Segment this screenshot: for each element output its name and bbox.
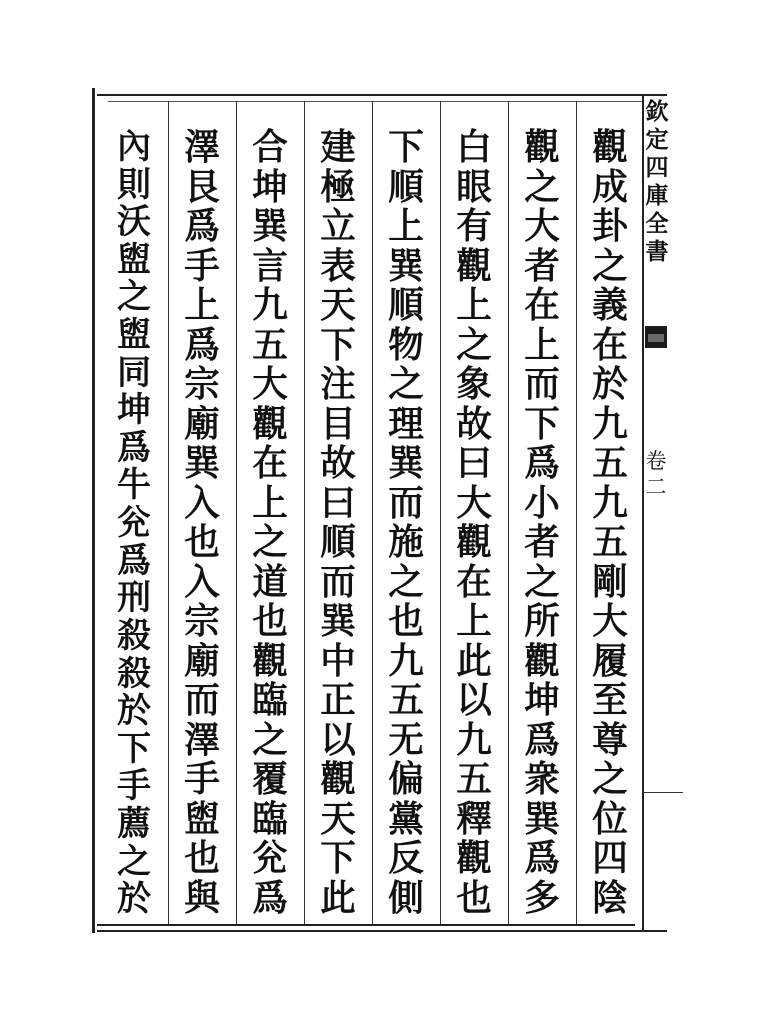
character: 表 bbox=[320, 245, 356, 287]
character: 手 bbox=[117, 765, 151, 806]
character: 薦 bbox=[117, 802, 151, 843]
character: 在 bbox=[524, 285, 560, 326]
character: 黨 bbox=[388, 798, 424, 840]
character: 澤 bbox=[184, 127, 220, 168]
character: 曰 bbox=[320, 482, 356, 524]
character: 欽 bbox=[645, 98, 669, 125]
character: 定 bbox=[645, 126, 669, 153]
character: 物 bbox=[388, 324, 424, 366]
margin-title bbox=[645, 98, 669, 266]
character: 之 bbox=[388, 364, 424, 405]
character: 九 bbox=[456, 719, 492, 761]
character: 之 bbox=[117, 840, 151, 881]
character: 尊 bbox=[592, 719, 628, 761]
column-divider bbox=[304, 101, 305, 924]
character: 之 bbox=[252, 719, 288, 761]
character: 四 bbox=[592, 838, 628, 879]
character: 反 bbox=[388, 838, 424, 879]
character: 上 bbox=[456, 601, 492, 642]
character: 九 bbox=[592, 403, 628, 445]
character: 也 bbox=[184, 522, 220, 563]
character: 上 bbox=[456, 285, 492, 326]
character: 陰 bbox=[592, 877, 628, 919]
character: 兊 bbox=[252, 838, 288, 879]
character: 同 bbox=[117, 351, 151, 392]
character: 順 bbox=[320, 522, 356, 563]
character: 注 bbox=[320, 364, 356, 405]
text-column-8 bbox=[104, 128, 164, 918]
character: 觀 bbox=[252, 403, 288, 445]
character: 沃 bbox=[117, 201, 151, 242]
character: 宗 bbox=[184, 601, 220, 642]
character: 爲 bbox=[117, 539, 151, 580]
character: 之 bbox=[388, 561, 424, 603]
fish-tail-highlight bbox=[648, 334, 664, 342]
character: 順 bbox=[388, 166, 424, 208]
character: 而 bbox=[388, 482, 424, 524]
character: 而 bbox=[320, 561, 356, 603]
character: 白 bbox=[456, 127, 492, 168]
character: 也 bbox=[456, 877, 492, 919]
character: 巽 bbox=[184, 443, 220, 484]
character: 觀 bbox=[320, 759, 356, 800]
character: 之 bbox=[592, 245, 628, 287]
character: 觀 bbox=[456, 522, 492, 563]
character: 五 bbox=[592, 522, 628, 563]
character: 天 bbox=[320, 285, 356, 326]
character: 手 bbox=[184, 245, 220, 287]
character: 全 bbox=[645, 210, 669, 237]
character: 爲 bbox=[524, 719, 560, 761]
character: 眼 bbox=[456, 166, 492, 208]
character: 於 bbox=[117, 878, 151, 919]
column-divider bbox=[168, 101, 169, 924]
character: 在 bbox=[456, 561, 492, 603]
character: 无 bbox=[388, 719, 424, 761]
character: 以 bbox=[456, 680, 492, 721]
character: 建 bbox=[320, 127, 356, 168]
character: 卷 bbox=[645, 449, 667, 473]
character: 至 bbox=[592, 680, 628, 721]
character: 下 bbox=[388, 127, 424, 168]
character: 者 bbox=[524, 245, 560, 287]
character: 大 bbox=[252, 364, 288, 405]
character: 五 bbox=[252, 324, 288, 366]
character: 上 bbox=[252, 482, 288, 524]
character: 觀 bbox=[456, 245, 492, 287]
character: 觀 bbox=[524, 127, 560, 168]
character: 臨 bbox=[252, 680, 288, 721]
character: 爲 bbox=[117, 426, 151, 467]
character: 正 bbox=[320, 680, 356, 721]
character: 下 bbox=[320, 838, 356, 879]
character: 五 bbox=[592, 443, 628, 484]
character: 爲 bbox=[184, 324, 220, 366]
character: 與 bbox=[184, 877, 220, 919]
margin-volume-label bbox=[645, 448, 667, 500]
character: 所 bbox=[524, 601, 560, 642]
character: 剛 bbox=[592, 561, 628, 603]
character: 觀 bbox=[252, 640, 288, 682]
character: 則 bbox=[117, 163, 151, 204]
character: 下 bbox=[524, 403, 560, 445]
character: 巽 bbox=[252, 206, 288, 247]
character: 五 bbox=[456, 759, 492, 800]
border-bottom bbox=[97, 930, 667, 932]
character: 坤 bbox=[252, 166, 288, 208]
character: 入 bbox=[184, 561, 220, 603]
character: 上 bbox=[184, 285, 220, 326]
character: 手 bbox=[184, 759, 220, 800]
character: 臨 bbox=[252, 798, 288, 840]
character: 義 bbox=[592, 285, 628, 326]
character: 爲 bbox=[184, 206, 220, 247]
character: 之 bbox=[117, 276, 151, 317]
border-right bbox=[642, 96, 644, 930]
character: 衆 bbox=[524, 759, 560, 800]
character: 上 bbox=[524, 324, 560, 366]
character: 在 bbox=[592, 324, 628, 366]
character: 坤 bbox=[524, 680, 560, 721]
character: 偏 bbox=[388, 759, 424, 800]
character: 故 bbox=[320, 443, 356, 484]
page-edge-left bbox=[92, 88, 95, 933]
character: 於 bbox=[592, 364, 628, 405]
character: 而 bbox=[524, 364, 560, 405]
border-top bbox=[97, 94, 667, 96]
character: 曰 bbox=[456, 443, 492, 484]
character: 天 bbox=[320, 798, 356, 840]
character: 九 bbox=[388, 640, 424, 682]
column-divider bbox=[576, 101, 577, 924]
text-column-5 bbox=[308, 128, 368, 918]
margin-rule bbox=[643, 792, 683, 793]
character: 刑 bbox=[117, 577, 151, 618]
character: 九 bbox=[252, 285, 288, 326]
character: 合 bbox=[252, 127, 288, 168]
character: 之 bbox=[524, 166, 560, 208]
character: 五 bbox=[388, 680, 424, 721]
character: 施 bbox=[388, 522, 424, 563]
text-column-1 bbox=[580, 128, 640, 918]
character: 於 bbox=[117, 690, 151, 731]
character: 以 bbox=[320, 719, 356, 761]
character: 四 bbox=[645, 154, 669, 181]
character: 在 bbox=[252, 443, 288, 484]
character: 上 bbox=[388, 206, 424, 247]
character: 也 bbox=[184, 838, 220, 879]
character: 象 bbox=[456, 364, 492, 405]
character: 履 bbox=[592, 640, 628, 682]
character: 者 bbox=[524, 522, 560, 563]
character: 位 bbox=[592, 798, 628, 840]
character: 卦 bbox=[592, 206, 628, 247]
character: 極 bbox=[320, 166, 356, 208]
character: 內 bbox=[117, 126, 151, 166]
character: 廟 bbox=[184, 403, 220, 445]
character: 之 bbox=[524, 561, 560, 603]
character: 艮 bbox=[184, 166, 220, 208]
character: 盥 bbox=[117, 238, 151, 279]
character: 爲 bbox=[524, 838, 560, 879]
character: 澤 bbox=[184, 719, 220, 761]
character: 下 bbox=[117, 727, 151, 768]
character: 入 bbox=[184, 482, 220, 524]
character: 觀 bbox=[524, 640, 560, 682]
character: 宗 bbox=[184, 364, 220, 405]
character: 釋 bbox=[456, 798, 492, 840]
text-column-7 bbox=[172, 128, 232, 918]
character: 兊 bbox=[117, 502, 151, 543]
character: 道 bbox=[252, 561, 288, 603]
character: 理 bbox=[388, 403, 424, 445]
column-divider bbox=[372, 101, 373, 924]
character: 二 bbox=[645, 475, 667, 499]
character: 盥 bbox=[117, 314, 151, 355]
character: 言 bbox=[252, 245, 288, 287]
character: 也 bbox=[252, 601, 288, 642]
column-divider bbox=[236, 101, 237, 924]
character: 故 bbox=[456, 403, 492, 445]
character: 大 bbox=[456, 482, 492, 524]
character: 觀 bbox=[456, 838, 492, 879]
character: 多 bbox=[524, 877, 560, 919]
text-column-6 bbox=[240, 128, 300, 918]
character: 書 bbox=[645, 238, 669, 265]
text-column-4 bbox=[376, 128, 436, 918]
character: 巽 bbox=[524, 798, 560, 840]
character: 牛 bbox=[117, 464, 151, 505]
character: 此 bbox=[456, 640, 492, 682]
character: 殺 bbox=[117, 614, 151, 655]
character: 爲 bbox=[252, 877, 288, 919]
character: 立 bbox=[320, 206, 356, 247]
character: 覆 bbox=[252, 759, 288, 800]
column-divider bbox=[508, 101, 509, 924]
character: 坤 bbox=[117, 389, 151, 430]
character: 有 bbox=[456, 206, 492, 247]
character: 成 bbox=[592, 166, 628, 208]
character: 廟 bbox=[184, 640, 220, 682]
character: 此 bbox=[320, 877, 356, 919]
character: 中 bbox=[320, 640, 356, 682]
character: 九 bbox=[592, 482, 628, 524]
character: 之 bbox=[456, 324, 492, 366]
character: 小 bbox=[524, 482, 560, 524]
character: 下 bbox=[320, 324, 356, 366]
text-column-2 bbox=[512, 128, 572, 918]
character: 側 bbox=[388, 877, 424, 919]
character: 大 bbox=[524, 206, 560, 247]
border-top-inner bbox=[108, 101, 644, 102]
character: 巽 bbox=[388, 443, 424, 484]
column-divider bbox=[440, 101, 441, 924]
character: 盥 bbox=[184, 798, 220, 840]
character: 觀 bbox=[592, 127, 628, 168]
character: 巽 bbox=[388, 245, 424, 287]
character: 殺 bbox=[117, 652, 151, 693]
character: 也 bbox=[388, 601, 424, 642]
border-bottom-inner bbox=[97, 924, 635, 926]
character: 順 bbox=[388, 285, 424, 326]
character: 之 bbox=[252, 522, 288, 563]
text-column-3 bbox=[444, 128, 504, 918]
character: 巽 bbox=[320, 601, 356, 642]
character: 爲 bbox=[524, 443, 560, 484]
character: 庫 bbox=[645, 182, 669, 209]
character: 而 bbox=[184, 680, 220, 721]
character: 目 bbox=[320, 403, 356, 445]
character: 大 bbox=[592, 601, 628, 642]
character: 之 bbox=[592, 759, 628, 800]
